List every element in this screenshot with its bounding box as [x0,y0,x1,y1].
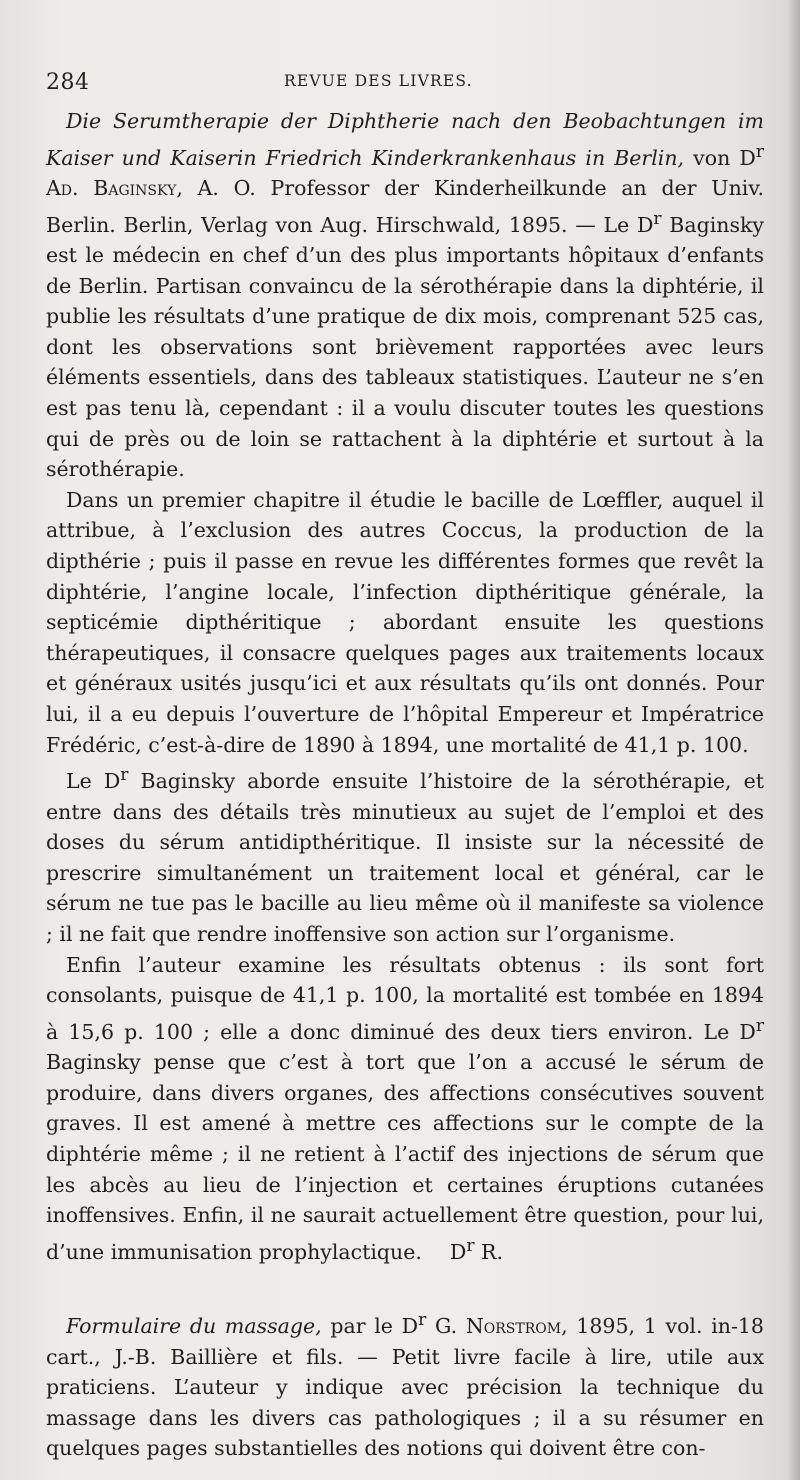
review-1-author-details: A. O. Professor der Kinderheilkunde an der Univ. Berlin. Berlin, Verlag von Aug. Hirschwald, 1895. — Le D [46,176,764,237]
review-1-paragraph-2: Dans un premier chapitre il étudie le bacille de Lœffler, auquel il attribue, à l’exclusion des autres Coccus, la production de la dipthérie ; puis il passe en revue les différentes formes que revêt la diphtérie, l’angine locale, l’infection dipthéritique générale, la septicémie dipthéritique ; abordant ensuite les questions thérapeutiques, il consacre quelques pages aux traitements locaux et généraux usités jusqu’ici et aux résultats qu’ils ont donnés. Pour lui, il a eu depuis l’ouverture de l’hôpital Empereur et Impératrice Frédéric, c’est-à-dire de 1890 à 1894, une mortalité de 41,1 p. 100. [46,487,764,757]
page-number: 284 [46,70,90,95]
review-2-author-name: G. Norstrom, [426,1313,568,1338]
review-1-paragraph-1-rest: Baginsky est le médecin en chef d’un des plus importants hôpitaux d’enfants de Berlin. Partisan convaincu de la sérothérapie dans la diphtérie, il publie les résultats d’une pratique de dix mois, comprenant 525 cas, dont les observations sont brièvement rapportées avec leurs éléments essentiels, dans des tableaux statistiques. L’auteur ne s’en est pas tenu là, cependant : il a voulu discuter toutes les questions qui de près ou de loin se rattachent à la diphtérie et surtout à la sérothérapie. [46,212,764,482]
review-2-by-sup: r [418,1310,427,1331]
review-1-signature [449,1235,503,1264]
review-2-title: Formulaire du massage, [66,1313,322,1338]
review-1-paragraph-3 [46,760,764,949]
signature-prefix: D [449,1239,467,1264]
review-1-paragraph-4 [46,950,764,1268]
review-1-author-details-sup: r [653,208,662,229]
review-2-by: par le D [321,1313,419,1338]
review-1-paragraph-3-prefix: Le D [66,768,121,793]
review-1-by: von [684,145,740,170]
review-1-paragraph-3-prefix-sup: r [120,765,129,786]
review-1-paragraph-3-rest: Baginsky aborde ensuite l’histoire de la sérothérapie, et entre dans des détails très minutieux au sujet de l’emploi et des doses du sérum antidipthéritique. Il insiste sur la nécessité de prescrire simultanément un traitement local et général, car le sérum ne tue pas le bacille au lieu même où il manifeste sa violence ; il ne fait que rendre inoffensive son action sur l’organisme. [46,768,764,946]
review-2-rest: 1895, 1 vol. in-18 cart., J.-B. Baillière et fils. — Petit livre facile à lire, utile aux praticiens. L’auteur y indique avec précision la technique du massage dans les divers cas pathologiques ; il a su résumer en quelques pages substantielles des notions qui doivent être con- [46,1313,764,1461]
review-1-author-prefix-sup: r [755,141,764,162]
review-1-paragraph-1 [46,106,764,485]
signature-sup: r [466,1235,475,1256]
review-1-author-name: Ad. Baginsky, [46,176,183,201]
review-1-paragraph-4-a-sup: r [755,1015,764,1036]
page-text [46,60,764,1464]
review-1-paragraph-4-b: Baginsky pense que c’est à tort que l’on a accusé le sérum de produire, dans divers organes, des affections consécutives souvent graves. Il est amené à mettre ces affections sur le compte de la diphtérie même ; il ne retient à l’actif des injections de sérum que les abcès au lieu de l’injection et certaines éruptions cutanées inoffensives. Enfin, il ne saurait actuellement être question, pour lui, d’une immunisation prophylactique. [46,1050,764,1264]
review-1-author-prefix: D [739,145,756,170]
review-1-paragraph-4-a: Enfin l’auteur examine les résultats obtenus : ils sont fort consolants, puisque de 41,1 p. 100, la mortalité est tombée en 1894 à 15,6 p. 100 ; elle a donc diminué des deux tiers environ. Le D [46,952,764,1044]
review-2-paragraph [46,1305,764,1464]
running-head: REVUE DES LIVRES. [284,72,473,90]
page-header [46,60,764,100]
signature-rest: R. [474,1239,503,1264]
page-edge-shadow [786,0,800,1480]
review-1-title: Die Serumtherapie der Diphtherie nach den Beobachtungen im Kaiser und Kaiserin Friedrich Kinderkrankenhaus in Berlin, [46,109,764,170]
